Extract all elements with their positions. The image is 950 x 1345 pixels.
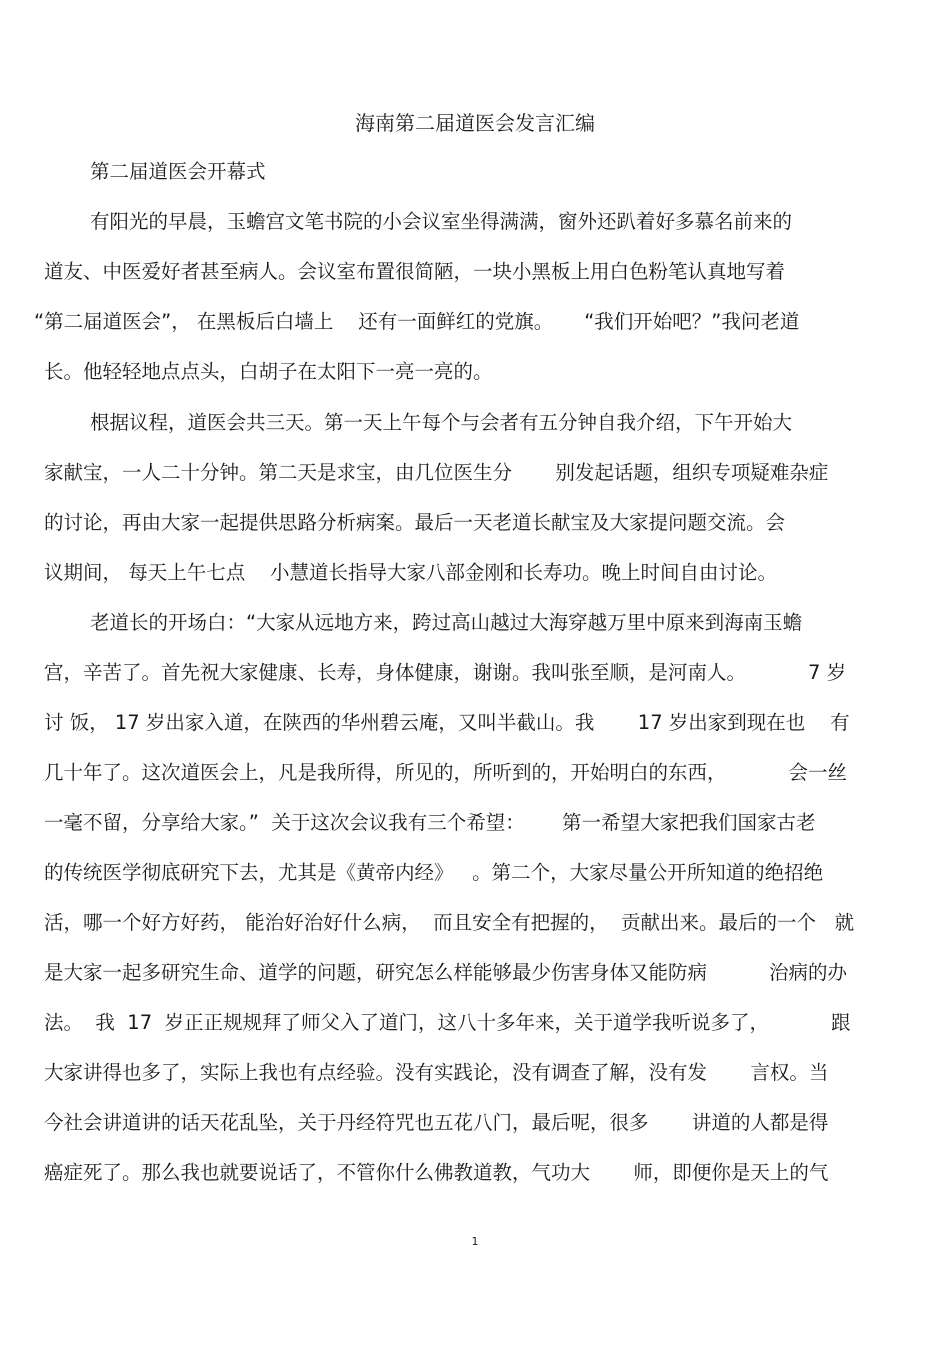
paragraph-line: 法。 我 17 岁正正规规拜了师父入了道门，这八十多年来，关于道学我听说多了， 跟 [44,1011,851,1034]
page-number: 1 [471,1235,479,1248]
paragraph-line: 讨 饭， 17 岁出家入道，在陕西的华州碧云庵，又叫半截山。我 17 岁出家到现在也 有 [44,711,850,734]
paragraph-line: 长。他轻轻地点点头，白胡子在太阳下一亮一亮的。 [44,360,493,383]
paragraph-line: 道友、中医爱好者甚至病人。会议室布置很简陋，一块小黑板上用白色粉笔认真地写着 [44,260,786,283]
paragraph-line: 家献宝，一人二十分钟。第二天是求宝，由几位医生分 别发起话题，组织专项疑难杂症 [44,461,829,484]
paragraph-line: 癌症死了。那么我也就要说话了，不管你什么佛教道教，气功大 师，即便你是天上的气 [44,1161,829,1184]
paragraph-line: 几十年了。这次道医会上，凡是我所得，所见的，所听到的，开始明白的东西， 会一丝 [44,761,847,784]
paragraph-line: 活，哪一个好方好药， 能治好治好什么病， 而且安全有把握的， 贡献出来。最后的一个 就 [44,911,855,934]
section-heading: 第二届道医会开幕式 [90,160,266,183]
paragraph-line: 是大家一起多研究生命、道学的问题，研究怎么样能够最少伤害身体又能防病 治病的办 [44,961,847,984]
paragraph-line: 大家讲得也多了，实际上我也有点经验。没有实践论，没有调查了解，没有发 言权。当 [44,1061,829,1084]
paragraph-line: 老道长的开场白：“大家从远地方来，跨过高山越过大海穿越万里中原来到海南玉蟾 [90,611,803,634]
document-title: 海南第二届道医会发言汇编 [355,111,595,135]
paragraph-line: 有阳光的早晨，玉蟾宫文笔书院的小会议室坐得满满，窗外还趴着好多慕名前来的 [90,210,793,233]
paragraph-line: 根据议程，道医会共三天。第一天上午每个与会者有五分钟自我介绍，下午开始大 [90,411,793,434]
paragraph-line: 的传统医学彻底研究下去，尤其是《黄帝内经》 。第二个，大家尽量公开所知道的绝招绝 [44,861,824,884]
paragraph-line: 的讨论，再由大家一起提供思路分析病案。最后一天老道长献宝及大家提问题交流。会 [44,511,786,534]
paragraph-line: 今社会讲道讲的话天花乱坠，关于丹经符咒也五花八门，最后呢，很多 讲道的人都是得 [44,1111,829,1134]
paragraph-line: 议期间， 每天上午七点 小慧道长指导大家八部金刚和长寿功。晚上时间自由讨论。 [44,561,777,584]
paragraph-line: 一毫不留，分享给大家。” 关于这次会议我有三个希望： 第一希望大家把我们国家古老 [44,811,816,834]
paragraph-line: “第二届道医会”， 在黑板后白墙上 还有一面鲜红的党旗。 “我们开始吧？”我问老道 [34,310,800,333]
paragraph-line: 宫，辛苦了。首先祝大家健康、长寿，身体健康，谢谢。我叫张至顺，是河南人。 7 岁 [44,661,847,684]
